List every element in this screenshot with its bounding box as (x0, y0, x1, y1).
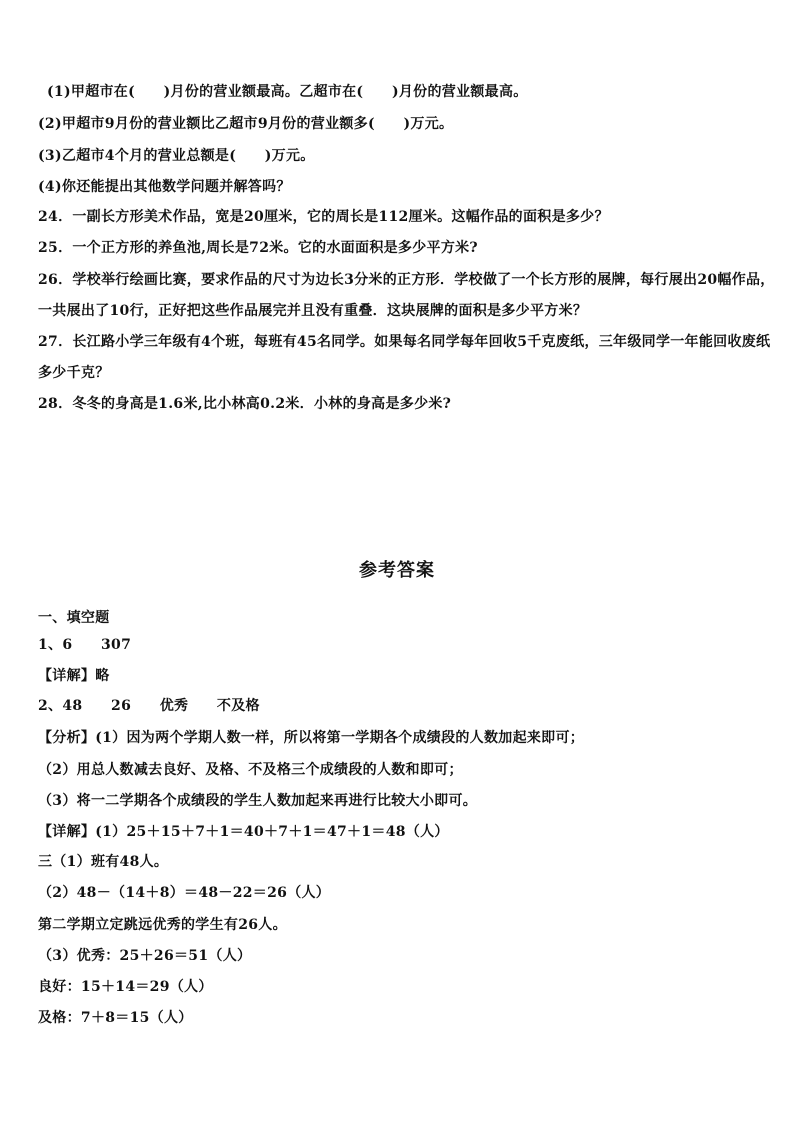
answer-2-analysis: 【分析】(1）因为两个学期人数一样，所以将第一学期各个成绩段的人数加起来即可； (38, 730, 585, 746)
question-24: 24．一副长方形美术作品，宽是20厘米，它的周长是112厘米。这幅作品的面积是多少？ (38, 209, 609, 225)
answer-2-analysis-2: （2）用总人数减去良好、及格、不及格三个成绩段的人数和即可； (38, 762, 463, 778)
answer-2-line-3: （2）48－（14＋8）＝48－22＝26（人） (38, 885, 331, 901)
answer-1-detail: 【详解】略 (38, 668, 110, 684)
answer-2-line-5: （3）优秀：25＋26＝51（人） (38, 948, 252, 964)
question-27-line-1: 27．长江路小学三年级有4个班，每班有45名同学。如果每名同学每年回收5千克废纸，三年级同学一年能回收废纸 (38, 334, 771, 350)
question-27-line-2: 多少千克？ (38, 365, 110, 381)
answer-1: 1、6 307 (38, 637, 132, 653)
answer-2-line-6: 良好：15＋14＝29（人） (38, 979, 213, 995)
answer-2-analysis-3: （3）将一二学期各个成绩段的学生人数加起来再进行比较大小即可。 (38, 793, 478, 809)
answer-2-detail: 【详解】(1）25＋15＋7＋1＝40＋7＋1＝47＋1＝48（人） (38, 824, 449, 840)
question-23-part-1: (1)甲超市在( )月份的营业额最高。乙超市在( )月份的营业额最高。 (47, 84, 528, 100)
answers-title: 参考答案 (359, 560, 435, 581)
question-23-part-2: (2)甲超市9月份的营业额比乙超市9月份的营业额多( )万元。 (38, 116, 454, 132)
answer-2-line-7: 及格：7＋8＝15（人） (38, 1010, 193, 1026)
question-23-part-3: (3)乙超市4个月的营业总额是( )万元。 (38, 148, 315, 164)
question-25: 25．一个正方形的养鱼池,周长是72米。它的水面面积是多少平方米? (38, 240, 478, 256)
question-23-part-4: (4)你还能提出其他数学问题并解答吗？ (38, 179, 291, 195)
answer-2-line-4: 第二学期立定跳远优秀的学生有26人。 (38, 917, 287, 933)
section-heading: 一、填空题 (38, 610, 110, 626)
answer-2-line-2: 三（1）班有48人。 (38, 854, 169, 870)
answer-2: 2、48 26 优秀 不及格 (38, 698, 260, 714)
question-26-line-1: 26．学校举行绘画比赛，要求作品的尺寸为边长3分米的正方形．学校做了一个长方形的展牌，每行展出20幅作品， (38, 272, 775, 288)
question-26-line-2: 一共展出了10行，正好把这些作品展完并且没有重叠．这块展牌的面积是多少平方米？ (38, 303, 588, 319)
question-28: 28．冬冬的身高是1.6米,比小林高0.2米．小林的身高是多少米? (38, 396, 452, 412)
